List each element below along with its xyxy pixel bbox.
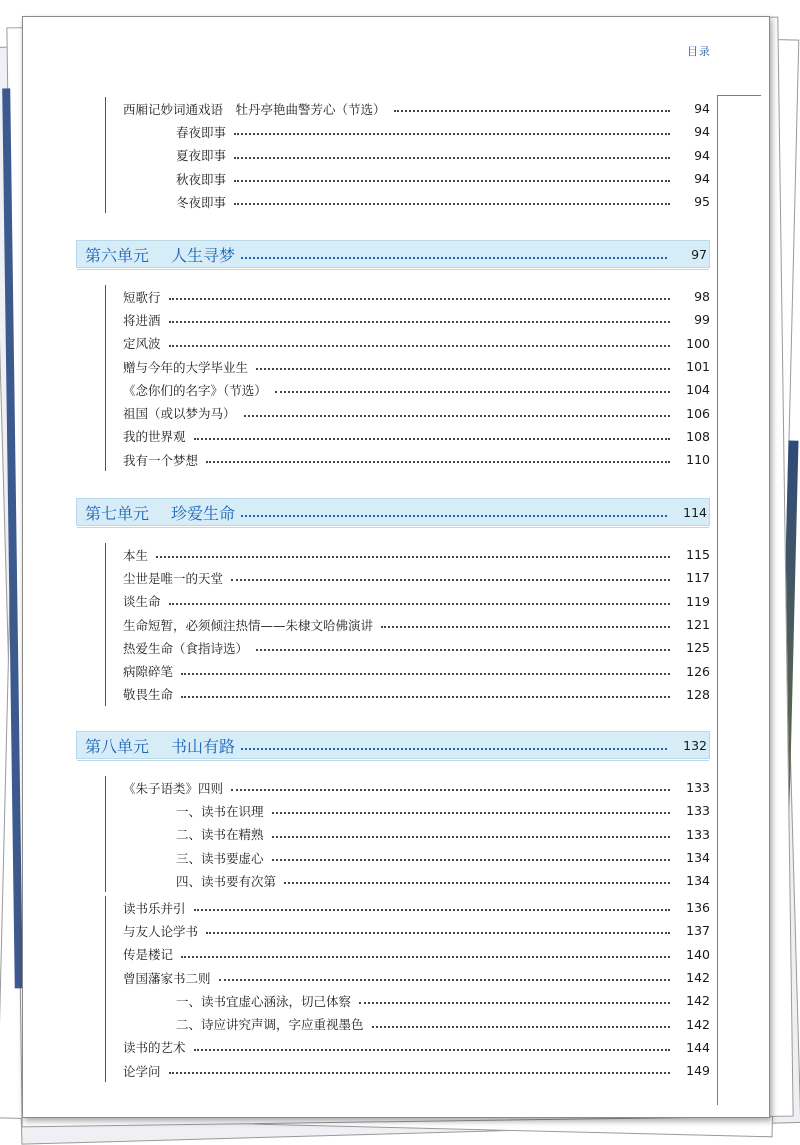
leader-dots bbox=[372, 1025, 670, 1028]
unit-heading[interactable] bbox=[76, 731, 710, 759]
toc-entry[interactable] bbox=[106, 401, 710, 424]
toc-entry[interactable] bbox=[106, 285, 710, 308]
margin-rule bbox=[717, 95, 718, 1105]
unit-page-number: 97 bbox=[691, 246, 707, 262]
entry-title: 曾国藩家书二则 bbox=[123, 970, 211, 986]
toc-entry[interactable] bbox=[106, 1036, 710, 1059]
entry-page-number: 144 bbox=[686, 1039, 710, 1055]
entry-page-number: 128 bbox=[686, 686, 710, 702]
entry-page-number: 95 bbox=[694, 194, 710, 210]
leader-dots bbox=[206, 931, 670, 934]
leader-dots bbox=[156, 555, 670, 558]
toc-entry[interactable] bbox=[106, 1059, 710, 1082]
toc-group bbox=[105, 896, 710, 1082]
unit-name: 书山有路 bbox=[171, 736, 236, 756]
entry-title: 四、读书要有次第 bbox=[176, 873, 277, 889]
leader-dots bbox=[234, 156, 670, 159]
entry-page-number: 110 bbox=[686, 452, 710, 468]
unit-name: 人生寻梦 bbox=[171, 245, 236, 265]
leader-dots bbox=[169, 320, 670, 323]
leader-dots bbox=[241, 256, 667, 259]
entry-title: 二、读书在精熟 bbox=[176, 827, 264, 843]
leader-dots bbox=[256, 367, 670, 370]
leader-dots bbox=[194, 1048, 670, 1051]
toc-entry[interactable] bbox=[106, 448, 710, 471]
leader-dots bbox=[234, 202, 670, 205]
leader-dots bbox=[231, 788, 670, 791]
entry-title: 冬夜即事 bbox=[176, 194, 227, 210]
toc-subentry[interactable] bbox=[106, 120, 710, 143]
entry-title: 读书乐并引 bbox=[123, 900, 186, 916]
entry-page-number: 115 bbox=[686, 547, 710, 563]
toc-subentry[interactable] bbox=[106, 1012, 710, 1035]
toc-entry[interactable] bbox=[106, 308, 710, 331]
toc-entry[interactable] bbox=[106, 332, 710, 355]
entry-page-number: 94 bbox=[694, 171, 710, 187]
entry-page-number: 136 bbox=[686, 900, 710, 916]
toc-entry[interactable] bbox=[106, 378, 710, 401]
entry-title: 祖国（或以梦为马） bbox=[123, 406, 236, 422]
entry-page-number: 99 bbox=[694, 312, 710, 328]
entry-title: 传是楼记 bbox=[123, 947, 174, 963]
entry-title: 二、诗应讲究声调，字应重视墨色 bbox=[176, 1017, 364, 1033]
entry-title: 热爱生命（食指诗选） bbox=[123, 640, 249, 656]
leader-dots bbox=[219, 978, 670, 981]
toc-entry[interactable] bbox=[106, 566, 710, 589]
entry-title: 春夜即事 bbox=[176, 124, 227, 140]
unit-name: 珍爱生命 bbox=[171, 503, 236, 523]
leader-dots bbox=[169, 602, 670, 605]
toc-group bbox=[105, 776, 710, 892]
toc-entry[interactable] bbox=[106, 613, 710, 636]
toc-subentry[interactable] bbox=[106, 190, 710, 213]
entry-title: 短歌行 bbox=[123, 289, 161, 305]
entry-page-number: 98 bbox=[694, 289, 710, 305]
leader-dots bbox=[169, 344, 670, 347]
toc-subentry[interactable] bbox=[106, 144, 710, 167]
entry-page-number: 104 bbox=[686, 382, 710, 398]
entry-title: 《念你们的名字》（节选） bbox=[123, 382, 267, 398]
unit-page-number: 114 bbox=[683, 504, 707, 520]
leader-dots bbox=[359, 1001, 670, 1004]
entry-page-number: 125 bbox=[686, 640, 710, 656]
toc-entry[interactable] bbox=[106, 776, 710, 799]
leader-dots bbox=[241, 747, 667, 750]
entry-page-number: 101 bbox=[686, 359, 710, 375]
leader-dots bbox=[234, 132, 670, 135]
entry-title: 我的世界观 bbox=[123, 429, 186, 445]
toc-entry[interactable] bbox=[106, 590, 710, 613]
entry-page-number: 94 bbox=[694, 147, 710, 163]
entry-title: 我有一个梦想 bbox=[123, 452, 199, 468]
leader-dots bbox=[181, 955, 670, 958]
margin-rule-tick bbox=[717, 95, 761, 96]
entry-title: 西厢记妙词通戏语 牡丹亭艳曲警芳心（节选） bbox=[123, 101, 386, 117]
toc-entry[interactable] bbox=[106, 966, 710, 989]
toc-subentry[interactable] bbox=[106, 799, 710, 822]
leader-dots bbox=[169, 1071, 670, 1074]
toc-group bbox=[105, 285, 710, 471]
entry-title: 将进酒 bbox=[123, 312, 161, 328]
leader-dots bbox=[244, 414, 670, 417]
entry-page-number: 140 bbox=[686, 946, 710, 962]
leader-dots bbox=[194, 437, 670, 440]
leader-dots bbox=[284, 881, 670, 884]
entry-title: 谈生命 bbox=[123, 594, 161, 610]
leader-dots bbox=[272, 858, 670, 861]
entry-page-number: 137 bbox=[686, 923, 710, 939]
entry-page-number: 94 bbox=[694, 124, 710, 140]
leader-dots bbox=[381, 625, 670, 628]
toc-entry[interactable] bbox=[106, 896, 710, 919]
entry-page-number: 133 bbox=[686, 803, 710, 819]
entry-page-number: 149 bbox=[686, 1063, 710, 1079]
entry-title: 《朱子语类》四则 bbox=[123, 780, 224, 796]
toc-subentry[interactable] bbox=[106, 989, 710, 1012]
leader-dots bbox=[194, 908, 670, 911]
unit-title bbox=[77, 243, 235, 266]
toc-entry[interactable] bbox=[106, 683, 710, 706]
page-header: 目录 bbox=[687, 45, 711, 58]
unit-title bbox=[77, 501, 235, 524]
leader-dots bbox=[272, 811, 670, 814]
entry-page-number: 94 bbox=[694, 101, 710, 117]
entry-page-number: 134 bbox=[686, 850, 710, 866]
toc-entry[interactable] bbox=[106, 659, 710, 682]
entry-title: 读书的艺术 bbox=[123, 1040, 186, 1056]
entry-title: 生命短暂，必须倾注热情——朱棣文哈佛演讲 bbox=[123, 617, 374, 633]
toc-group bbox=[105, 97, 710, 213]
unit-number: 第七单元 bbox=[85, 503, 150, 523]
leader-dots bbox=[241, 514, 667, 517]
entry-page-number: 119 bbox=[686, 593, 710, 609]
toc-page bbox=[22, 16, 770, 1118]
leader-dots bbox=[272, 835, 670, 838]
toc-subentry[interactable] bbox=[106, 869, 710, 892]
toc-entry[interactable] bbox=[106, 425, 710, 448]
toc-entry[interactable] bbox=[106, 943, 710, 966]
entry-page-number: 142 bbox=[686, 1016, 710, 1032]
entry-page-number: 106 bbox=[686, 405, 710, 421]
entry-title: 一、读书在识理 bbox=[176, 803, 264, 819]
leader-dots bbox=[181, 672, 670, 675]
leader-dots bbox=[231, 578, 670, 581]
entry-page-number: 108 bbox=[686, 428, 710, 444]
entry-page-number: 126 bbox=[686, 663, 710, 679]
unit-number: 第八单元 bbox=[85, 736, 150, 756]
entry-title: 定风波 bbox=[123, 336, 161, 352]
entry-page-number: 100 bbox=[686, 335, 710, 351]
toc-entry[interactable] bbox=[106, 636, 710, 659]
unit-title bbox=[77, 734, 235, 757]
entry-page-number: 117 bbox=[686, 570, 710, 586]
toc-entry[interactable] bbox=[106, 919, 710, 942]
entry-title: 秋夜即事 bbox=[176, 171, 227, 187]
leader-dots bbox=[181, 695, 670, 698]
entry-title: 敬畏生命 bbox=[123, 687, 174, 703]
unit-number: 第六单元 bbox=[85, 245, 150, 265]
entry-title: 尘世是唯一的天堂 bbox=[123, 570, 224, 586]
entry-page-number: 142 bbox=[686, 970, 710, 986]
toc-entry[interactable] bbox=[106, 543, 710, 566]
leader-dots bbox=[169, 297, 670, 300]
entry-page-number: 133 bbox=[686, 826, 710, 842]
entry-title: 三、读书要虚心 bbox=[176, 850, 264, 866]
unit-heading[interactable] bbox=[76, 240, 710, 268]
entry-title: 病隙碎笔 bbox=[123, 664, 174, 680]
leader-dots bbox=[206, 460, 670, 463]
toc-group bbox=[105, 543, 710, 706]
entry-title: 夏夜即事 bbox=[176, 148, 227, 164]
leader-dots bbox=[234, 179, 670, 182]
leader-dots bbox=[275, 390, 670, 393]
entry-page-number: 134 bbox=[686, 873, 710, 889]
unit-page-number: 132 bbox=[683, 737, 707, 753]
leader-dots bbox=[394, 109, 670, 112]
entry-title: 一、读书宜虚心涵泳，切己体察 bbox=[176, 993, 352, 1009]
entry-title: 本生 bbox=[123, 547, 149, 563]
toc-entry[interactable] bbox=[106, 355, 710, 378]
entry-title: 与友人论学书 bbox=[123, 923, 199, 939]
entry-page-number: 142 bbox=[686, 993, 710, 1009]
unit-heading[interactable] bbox=[76, 498, 710, 526]
toc-subentry[interactable] bbox=[106, 167, 710, 190]
toc-entry[interactable] bbox=[106, 97, 710, 120]
leader-dots bbox=[256, 648, 670, 651]
entry-page-number: 121 bbox=[686, 617, 710, 633]
toc-subentry[interactable] bbox=[106, 846, 710, 869]
entry-page-number: 133 bbox=[686, 780, 710, 796]
toc-subentry[interactable] bbox=[106, 823, 710, 846]
entry-title: 赠与今年的大学毕业生 bbox=[123, 359, 249, 375]
entry-title: 论学问 bbox=[123, 1063, 161, 1079]
